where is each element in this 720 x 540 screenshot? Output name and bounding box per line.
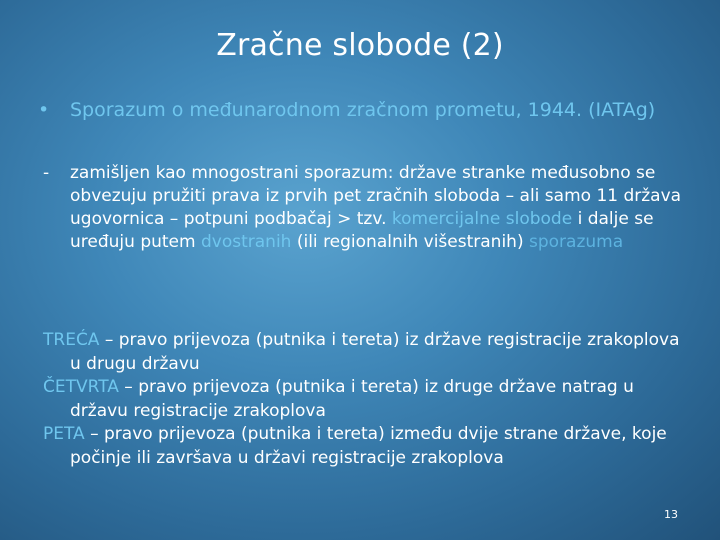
freedom-item-fifth xyxy=(43,423,683,470)
sub-text-part-3: (ili regionalnih višestranih) xyxy=(291,232,529,252)
freedom-name: ČETVRTA xyxy=(43,377,119,397)
freedom-description: – pravo prijevoza (putnika i tereta) između dvije strane države, koje počinje ili završava u državi registracije zrakoplova xyxy=(70,424,667,468)
freedoms-list xyxy=(43,329,683,470)
sub-bullet xyxy=(43,162,703,254)
highlight-bilateral: dvostranih xyxy=(200,232,292,252)
main-bullet-text: Sporazum o međunarodnom zračnom prometu, 1944. (IATAg) xyxy=(70,99,656,121)
highlight-agreements: sporazuma xyxy=(528,232,624,252)
freedom-description: – pravo prijevoza (putnika i tereta) iz države registracije zrakoplova u drugu državu xyxy=(70,330,680,374)
sub-text-part-1: zamišljen kao mnogostrani sporazum: države stranke međusobno se obvezuju pružiti prava iz prvih pet zračnih sloboda – ali samo 11 država ugovornica – potpuni podbačaj > tzv. xyxy=(70,163,682,229)
freedom-description: – pravo prijevoza (putnika i tereta) iz druge države natrag u državu registracije zrakoplova xyxy=(70,377,634,421)
main-bullet xyxy=(38,97,698,124)
freedom-name: PETA xyxy=(43,424,85,444)
freedom-item-third xyxy=(43,329,683,376)
freedom-item-fourth xyxy=(43,376,683,423)
sub-text-part-2: i dalje se uređuju putem xyxy=(70,209,654,252)
sub-bullet-text xyxy=(43,162,703,254)
slide-title: Zračne slobode (2) xyxy=(216,28,504,63)
freedom-name: TREĆA xyxy=(43,330,100,350)
sub-bullet-marker: - xyxy=(43,163,50,183)
bullet-marker: • xyxy=(38,99,50,121)
highlight-commercial-freedoms: komercijalne slobode xyxy=(391,209,573,229)
page-number: 13 xyxy=(664,508,678,521)
